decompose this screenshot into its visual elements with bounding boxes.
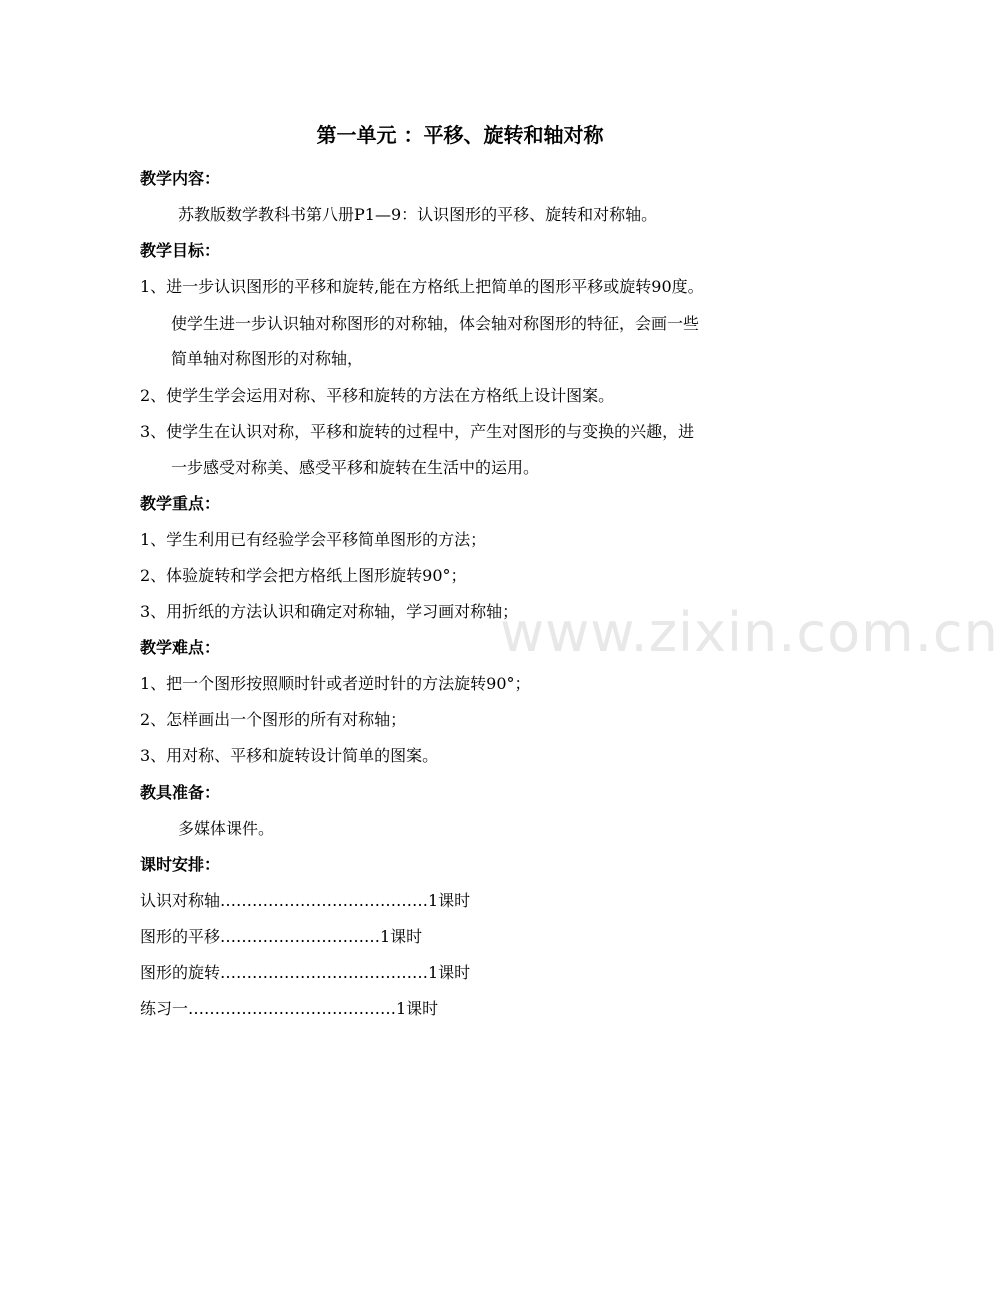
schedule-item-1: 认识对称轴…………………………………1课时	[140, 891, 471, 910]
difficult-point-3: 3、用对称、平移和旋转设计简单的图案。	[140, 746, 439, 765]
schedule-item-2: 图形的平移…………………………1课时	[140, 927, 423, 946]
goal-item-1: 1、进一步认识图形的平移和旋转,能在方格纸上把简单的图形平移或旋转90度。	[140, 277, 704, 296]
goals-heading: 教学目标：	[140, 241, 221, 260]
goal-item-1-cont: 使学生进一步认识轴对称图形的对称轴，体会轴对称图形的特征，会画一些	[171, 314, 700, 333]
key-point-1: 1、学生利用已有经验学会平移简单图形的方法；	[140, 530, 487, 549]
goal-item-2: 2、使学生学会运用对称、平移和旋转的方法在方格纸上设计图案。	[140, 386, 615, 405]
tools-heading: 教具准备：	[140, 783, 221, 802]
watermark: www.zixin.com.cn	[500, 601, 999, 664]
goal-item-3: 3、使学生在认识对称，平移和旋转的过程中，产生对图形的与变换的兴趣，进	[140, 422, 695, 441]
schedule-item-4: 练习一…………………………………1课时	[140, 999, 439, 1018]
goal-item-1-cont2: 简单轴对称图形的对称轴，	[171, 349, 364, 368]
content-text: 苏教版数学教科书第八册P1—9：认识图形的平移、旋转和对称轴。	[178, 205, 658, 224]
document-title: 第一单元 ：平移、旋转和轴对称	[316, 123, 604, 147]
difficult-heading: 教学难点：	[140, 638, 221, 657]
key-point-3: 3、用折纸的方法认识和确定对称轴，学习画对称轴；	[140, 602, 519, 621]
goal-item-3-cont: 一步感受对称美、感受平移和旋转在生活中的运用。	[171, 458, 540, 477]
key-heading: 教学重点：	[140, 494, 221, 513]
tools-text: 多媒体课件。	[178, 819, 275, 838]
difficult-point-1: 1、把一个图形按照顺时针或者逆时针的方法旋转90°；	[140, 674, 531, 693]
difficult-point-2: 2、怎样画出一个图形的所有对称轴；	[140, 710, 407, 729]
schedule-heading: 课时安排：	[140, 855, 221, 874]
key-point-2: 2、体验旋转和学会把方格纸上图形旋转90°；	[140, 566, 467, 585]
schedule-item-3: 图形的旋转…………………………………1课时	[140, 963, 471, 982]
content-heading: 教学内容：	[140, 169, 221, 188]
